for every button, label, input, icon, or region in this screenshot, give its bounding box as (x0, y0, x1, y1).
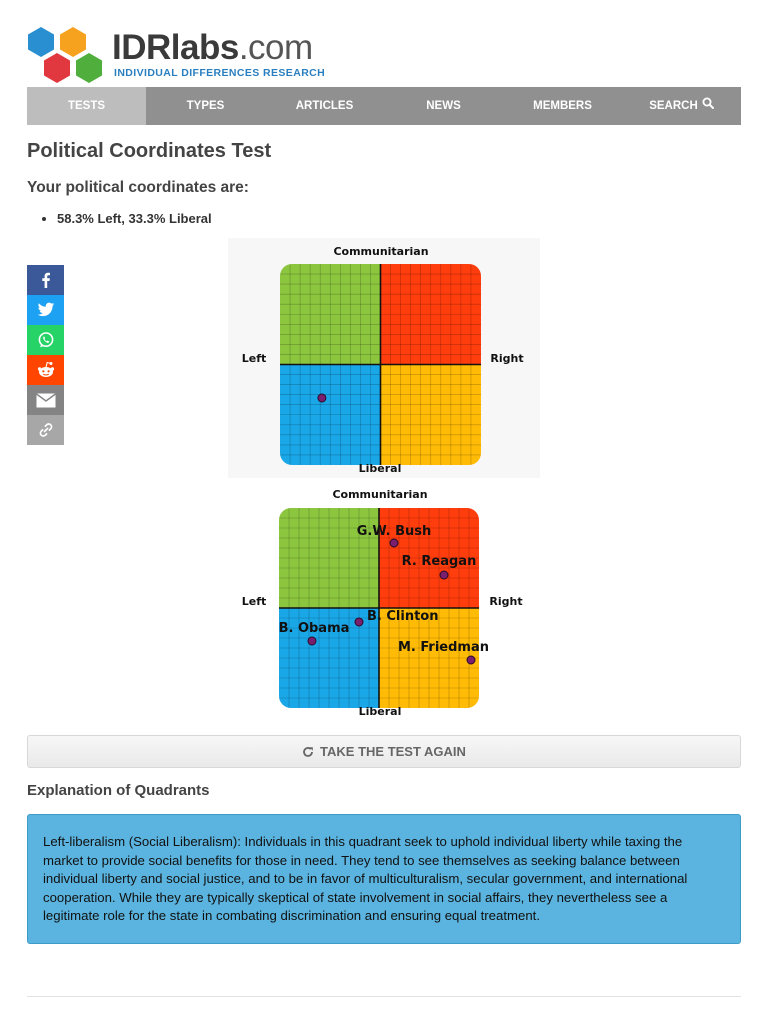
axis-label-right: Right (490, 352, 524, 365)
whatsapp-share-button[interactable] (27, 325, 64, 355)
twitter-icon (37, 302, 55, 318)
data-point (467, 656, 475, 664)
site-header (26, 22, 366, 86)
nav-members[interactable]: MEMBERS (533, 100, 592, 112)
logo-icon[interactable] (26, 26, 108, 88)
point-label: R. Reagan (401, 554, 477, 569)
axis-label-bottom: Liberal (358, 462, 402, 475)
political-compass-reference (228, 484, 540, 720)
axis-label-left: Left (241, 352, 267, 365)
axis-label-left: Left (241, 595, 267, 608)
explanation-heading: Explanation of Quadrants (27, 782, 210, 799)
point-label: B. Clinton (367, 609, 439, 624)
point-label: M. Friedman (397, 640, 489, 655)
share-bar (27, 265, 64, 445)
explanation-box (27, 814, 741, 944)
facebook-share-button[interactable] (27, 265, 64, 295)
data-point (355, 618, 363, 626)
axis-label-top: Communitarian (333, 245, 429, 258)
nav-news[interactable]: NEWS (426, 100, 461, 112)
reddit-icon (36, 361, 56, 379)
link-icon (37, 421, 55, 439)
main-nav (27, 87, 741, 125)
axis-label-top: Communitarian (332, 488, 428, 501)
email-icon (36, 393, 56, 408)
axis-label-bottom: Liberal (358, 705, 402, 718)
result-list (27, 211, 212, 226)
data-point (440, 571, 448, 579)
retake-label: TAKE THE TEST AGAIN (320, 744, 466, 759)
whatsapp-icon (37, 331, 55, 349)
twitter-share-button[interactable] (27, 295, 64, 325)
user-coordinates-chart (228, 238, 540, 478)
nav-tests[interactable]: TESTS (27, 87, 146, 125)
nav-search[interactable]: SEARCH (622, 87, 741, 125)
point-label: G.W. Bush (356, 524, 432, 539)
explanation-text: Left-liberalism (Social Liberalism): Individuals in this quadrant seek to uphold individual liberty while taxing the market to provide social benefits for those in need. They tend to see themselves as seeking balance between individual liberty and social justice, and to be in favor of multiculturalism, secular government, and international cooperation. While they are typically skeptical of state involvement in social affairs, they nevertheless see a legitimate role for the state in combating discrimination and ensuring equal treatment. (43, 834, 688, 924)
retake-test-button[interactable] (27, 735, 741, 768)
brand-tagline: INDIVIDUAL DIFFERENCES RESEARCH (114, 67, 326, 79)
reference-figures-chart (228, 484, 540, 720)
data-point (318, 394, 326, 402)
nav-types[interactable]: TYPES (186, 100, 225, 112)
divider (27, 996, 741, 997)
refresh-icon (302, 746, 314, 758)
nav-articles[interactable]: ARTICLES (295, 100, 354, 112)
search-icon (702, 87, 714, 125)
axis-label-right: Right (489, 595, 523, 608)
data-point (308, 637, 316, 645)
result-item: • 58.3% Left, 33.3% Liberal (57, 211, 212, 226)
email-share-button[interactable] (27, 385, 64, 415)
political-compass-user (228, 238, 540, 478)
page-title: Political Coordinates Test (27, 140, 272, 162)
data-point (390, 539, 398, 547)
facebook-icon (37, 271, 55, 289)
copy-link-button[interactable] (27, 415, 64, 445)
reddit-share-button[interactable] (27, 355, 64, 385)
brand-name[interactable]: IDRlabs.com (112, 28, 313, 67)
coordinates-heading: Your political coordinates are: (27, 179, 249, 196)
point-label: B. Obama (278, 621, 350, 636)
